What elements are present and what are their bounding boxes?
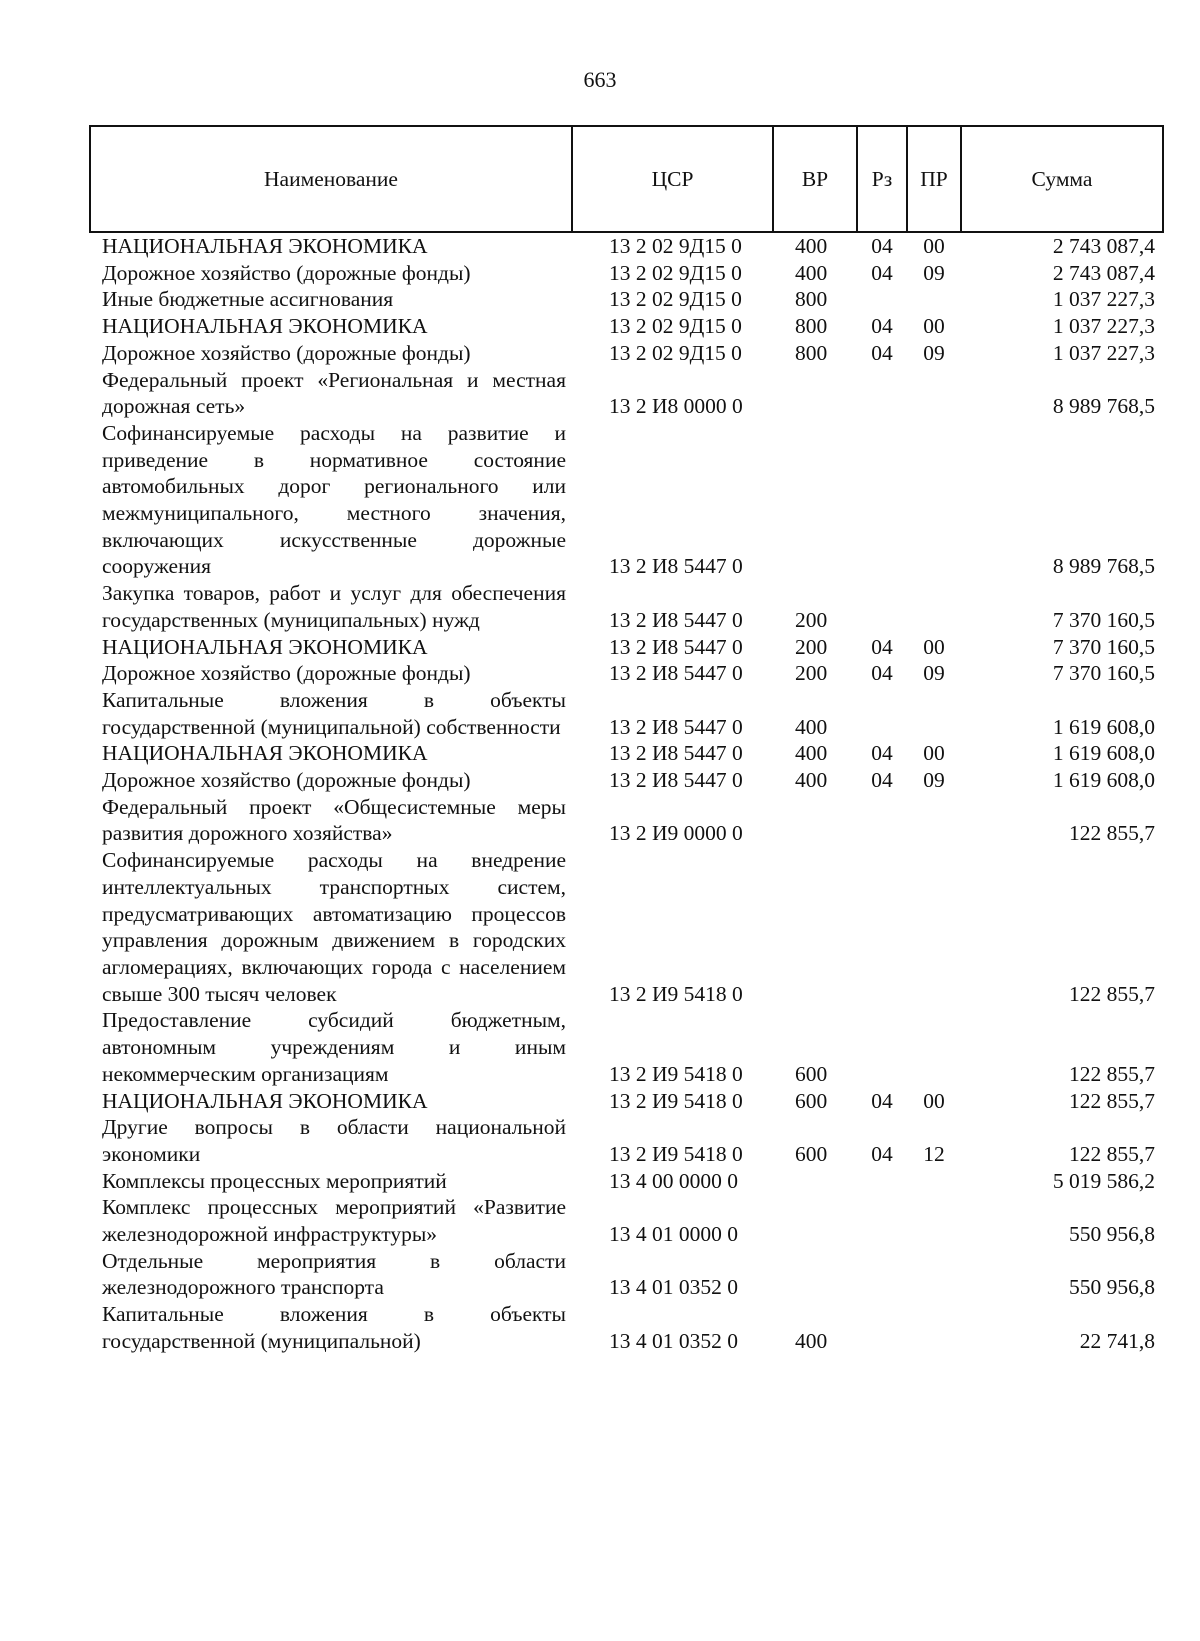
cell-vr: 200 [795,607,828,632]
cell-rz: 04 [871,634,893,659]
cell-csr: 13 2 И9 5418 0 [609,981,743,1006]
table-row [90,1088,1163,1115]
cell-vr [773,420,857,580]
cell-vr [773,1248,857,1301]
cell-csr: 13 2 02 9Д15 0 [609,260,742,285]
cell-csr: 13 2 02 9Д15 0 [609,340,742,365]
cell-sum: 122 855,7 [1069,981,1155,1006]
cell-rz [857,794,907,847]
table-row [90,1248,1163,1301]
cell-vr: 800 [795,287,828,312]
cell-name: Закупка товаров, работ и услуг для обеспечения государственных (муниципальных) нужд [102,581,566,632]
cell-csr: 13 4 01 0352 0 [609,1328,738,1353]
page-number: 663 [583,67,617,92]
table-body [90,232,1163,1355]
cell-vr: 400 [795,234,828,258]
cell-csr: 13 2 И9 5418 0 [609,1088,743,1113]
cell-name: Капитальные вложения в объекты государственной (муниципальной) [102,1302,566,1353]
cell-rz [857,286,907,313]
table-row [90,260,1163,287]
cell-name: НАЦИОНАЛЬНАЯ ЭКОНОМИКА [102,741,428,766]
cell-pr: 00 [923,741,945,766]
cell-vr: 800 [795,340,828,365]
table-row [90,340,1163,367]
table-row [90,1114,1163,1167]
cell-rz: 04 [871,340,893,365]
cell-name: Капитальные вложения в объекты государственной (муниципальной) собственности [102,687,566,739]
cell-pr [907,1168,961,1195]
cell-vr: 400 [795,714,828,739]
table-row [90,580,1163,633]
cell-name: Софинансируемые расходы на развитие и приведение в нормативное состояние автомобильных дорог регионального или межмуниципального, местного значения, включающих искусственные дорожные сооружения [102,420,566,579]
cell-pr [907,580,961,633]
cell-name: Предоставление субсидий бюджетным, автономным учреждениям и иным некоммерческим организациям [102,1008,566,1086]
cell-name: Дорожное хозяйство (дорожные фонды) [102,340,471,365]
table-row [90,1194,1163,1247]
cell-pr [907,420,961,580]
header-vr: ВР [773,126,857,232]
cell-pr: 00 [923,634,945,659]
cell-pr [907,1194,961,1247]
cell-rz [857,1168,907,1195]
cell-name: Другие вопросы в области национальной экономики [102,1115,566,1166]
cell-vr [773,847,857,1007]
budget-table [89,125,1164,1355]
cell-csr: 13 4 01 0352 0 [609,1275,738,1300]
cell-pr: 00 [923,314,945,339]
cell-rz [857,1248,907,1301]
cell-csr: 13 2 И9 5418 0 [609,1141,743,1166]
cell-csr: 13 2 И8 5447 0 [609,714,743,739]
cell-csr: 13 2 И8 5447 0 [609,634,743,659]
cell-sum: 1 037 227,3 [1052,314,1155,339]
cell-rz: 04 [871,661,893,686]
cell-sum: 1 619 608,0 [1052,741,1155,766]
cell-rz [857,687,907,740]
cell-name: Отдельные мероприятия в области железнодорожного транспорта [102,1248,566,1300]
cell-name: Комплекс процессных мероприятий «Развитие железнодорожной инфраструктуры» [102,1195,566,1247]
cell-vr [773,1168,857,1195]
cell-sum: 122 855,7 [1069,821,1155,846]
cell-csr: 13 2 И8 5447 0 [609,768,743,793]
cell-csr: 13 2 И9 5418 0 [609,1061,743,1086]
table-row [90,1168,1163,1195]
cell-pr [907,1301,961,1354]
cell-vr: 800 [795,314,828,339]
cell-name: Софинансируемые расходы на внедрение интеллектуальных транспортных систем, предусматривающих автоматизацию процессов управления дорожным движением в городских агломерациях, включающих города с населением свыше 300 тысяч человек [102,848,566,1006]
table-row [90,767,1163,794]
cell-pr [907,1248,961,1301]
header-pr: ПР [907,126,961,232]
cell-name: НАЦИОНАЛЬНАЯ ЭКОНОМИКА [102,234,428,258]
cell-sum: 122 855,7 [1069,1141,1155,1166]
table-row [90,634,1163,661]
table-row [90,1301,1163,1354]
cell-csr: 13 2 И8 5447 0 [609,554,743,579]
cell-name: НАЦИОНАЛЬНАЯ ЭКОНОМИКА [102,314,428,339]
cell-name: Иные бюджетные ассигнования [102,287,394,312]
cell-pr [907,367,961,420]
table-header [90,126,1163,232]
cell-name: Федеральный проект «Региональная и местная дорожная сеть» [102,367,566,419]
cell-vr [773,367,857,420]
cell-sum: 2 743 087,4 [1052,260,1155,285]
header-rz: Рз [857,126,907,232]
cell-rz [857,1194,907,1247]
header-csr: ЦСР [572,126,773,232]
cell-rz [857,367,907,420]
cell-csr: 13 2 02 9Д15 0 [609,234,742,258]
table-row [90,232,1163,260]
table-row [90,847,1163,1007]
cell-rz [857,420,907,580]
cell-sum: 1 619 608,0 [1052,768,1155,793]
cell-rz [857,847,907,1007]
cell-rz: 04 [871,234,893,258]
cell-name: Дорожное хозяйство (дорожные фонды) [102,768,471,793]
cell-pr: 00 [923,234,945,258]
cell-sum: 7 370 160,5 [1052,607,1155,632]
cell-pr: 09 [923,661,945,686]
cell-sum: 1 037 227,3 [1052,287,1155,312]
table-row [90,420,1163,580]
cell-sum: 8 989 768,5 [1052,394,1155,419]
cell-pr [907,794,961,847]
cell-csr: 13 2 И8 0000 0 [609,394,743,419]
cell-vr: 200 [795,661,828,686]
cell-rz [857,580,907,633]
cell-rz: 04 [871,314,893,339]
cell-rz: 04 [871,768,893,793]
cell-name: НАЦИОНАЛЬНАЯ ЭКОНОМИКА [102,634,428,659]
table-row [90,1007,1163,1087]
table-row [90,367,1163,420]
cell-pr: 12 [923,1141,945,1166]
cell-pr [907,286,961,313]
cell-csr: 13 2 02 9Д15 0 [609,314,742,339]
table-row [90,740,1163,767]
cell-rz [857,1007,907,1087]
cell-sum: 1 037 227,3 [1052,340,1155,365]
header-name: Наименование [90,126,572,232]
table-row [90,794,1163,847]
cell-sum: 8 989 768,5 [1052,554,1155,579]
cell-pr: 09 [923,768,945,793]
cell-sum: 5 019 586,2 [1052,1168,1155,1193]
cell-csr: 13 2 И8 5447 0 [609,607,743,632]
cell-vr: 400 [795,741,828,766]
cell-pr: 09 [923,260,945,285]
cell-sum: 1 619 608,0 [1052,714,1155,739]
table-row [90,313,1163,340]
cell-pr: 00 [923,1088,945,1113]
cell-pr [907,1007,961,1087]
cell-sum: 7 370 160,5 [1052,634,1155,659]
cell-vr: 600 [795,1088,828,1113]
cell-csr: 13 2 И8 5447 0 [609,661,743,686]
cell-csr: 13 2 И9 0000 0 [609,821,743,846]
cell-vr [773,1194,857,1247]
cell-pr: 09 [923,340,945,365]
cell-pr [907,687,961,740]
table-row [90,660,1163,687]
cell-sum: 122 855,7 [1069,1088,1155,1113]
cell-rz: 04 [871,260,893,285]
cell-name: Федеральный проект «Общесистемные меры развития дорожного хозяйства» [102,794,566,846]
cell-rz: 04 [871,1141,893,1166]
cell-vr: 200 [795,634,828,659]
cell-sum: 2 743 087,4 [1052,234,1155,258]
table-row [90,286,1163,313]
header-row [90,126,1163,232]
table-row [90,687,1163,740]
cell-rz [857,1301,907,1354]
cell-csr: 13 2 02 9Д15 0 [609,287,742,312]
cell-csr: 13 4 00 0000 0 [609,1168,738,1193]
cell-vr: 600 [795,1141,828,1166]
cell-name: Дорожное хозяйство (дорожные фонды) [102,661,471,686]
cell-vr [773,794,857,847]
cell-csr: 13 4 01 0000 0 [609,1222,738,1247]
cell-vr: 600 [795,1061,828,1086]
cell-name: Дорожное хозяйство (дорожные фонды) [102,260,471,285]
cell-sum: 22 741,8 [1079,1328,1155,1353]
cell-sum: 550 956,8 [1069,1222,1155,1247]
cell-vr: 400 [795,1328,828,1353]
cell-name: Комплексы процессных мероприятий [102,1168,447,1193]
cell-sum: 550 956,8 [1069,1275,1155,1300]
cell-rz: 04 [871,1088,893,1113]
header-sum: Сумма [961,126,1163,232]
cell-pr [907,847,961,1007]
cell-name: НАЦИОНАЛЬНАЯ ЭКОНОМИКА [102,1088,428,1113]
cell-sum: 122 855,7 [1069,1061,1155,1086]
cell-rz: 04 [871,741,893,766]
cell-sum: 7 370 160,5 [1052,661,1155,686]
cell-csr: 13 2 И8 5447 0 [609,741,743,766]
cell-vr: 400 [795,260,828,285]
cell-vr: 400 [795,768,828,793]
